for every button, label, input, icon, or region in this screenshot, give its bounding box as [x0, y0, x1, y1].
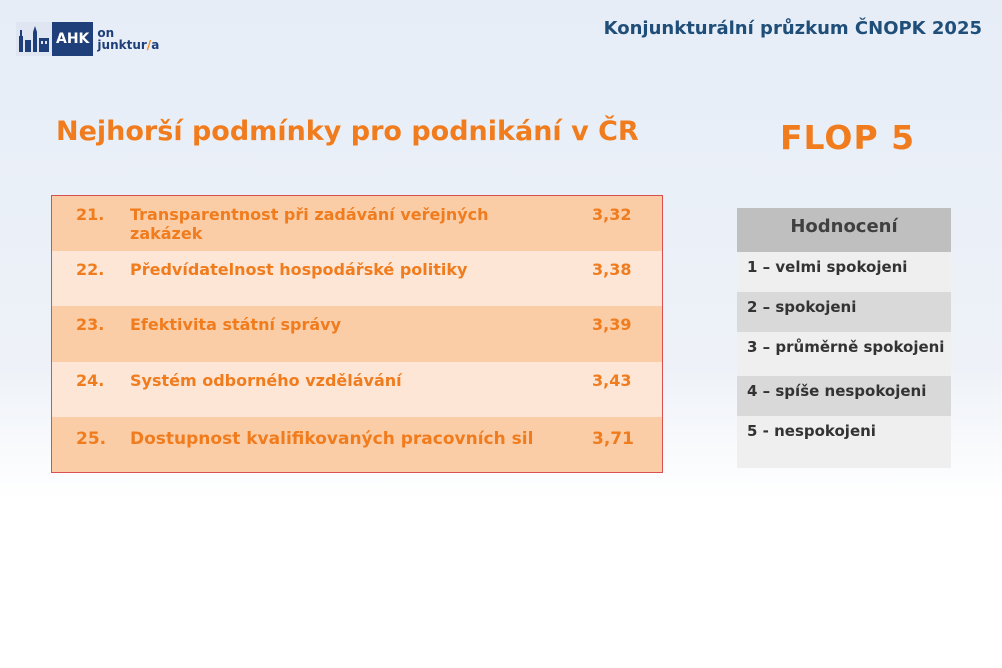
ranking-table: [51, 195, 663, 473]
rank-cell: 24.: [76, 370, 105, 390]
score-cell: 3,39: [592, 315, 632, 335]
table-row: [52, 306, 662, 361]
table-row: [52, 362, 662, 417]
name-cell: Transparentnost při zadávání veřejných zakázek: [130, 205, 489, 243]
score-cell: 3,32: [592, 205, 632, 224]
name-cell: Systém odborného vzdělávání: [122, 362, 562, 417]
page-title: Nejhorší podmínky pro podnikání v ČR: [56, 116, 639, 147]
logo-line2: junktur/a: [97, 38, 160, 52]
rank-cell: 21.: [76, 205, 105, 224]
logo-brand: AHK: [52, 22, 93, 56]
name-cell: Dostupnost kvalifikovaných pracovních sil: [130, 428, 534, 449]
legend-item: 3 – průměrně spokojeni: [737, 332, 951, 376]
table-row: [52, 251, 662, 306]
table-row: [52, 196, 662, 251]
table-row: [52, 417, 662, 472]
score-cell: 3,43: [592, 370, 632, 390]
score-cell: 3,71: [592, 428, 634, 449]
city-skyline-icon: [16, 22, 52, 56]
legend-item: 4 – spíše nespokojeni: [737, 376, 951, 416]
logo-line1: on: [97, 26, 115, 40]
rating-legend: [737, 208, 951, 468]
header-title: Konjunkturální průzkum ČNOPK 2025: [603, 18, 982, 39]
flop-title: FLOP 5: [780, 118, 916, 157]
logo-wordmark: [97, 27, 159, 51]
name-cell: Předvídatelnost hospodářské politiky: [122, 251, 562, 306]
legend-item: 1 – velmi spokojeni: [737, 252, 951, 292]
legend-item: 5 - nespokojeni: [737, 416, 951, 468]
score-cell: 3,38: [592, 260, 632, 280]
rank-cell: 25.: [76, 428, 107, 449]
rank-cell: 22.: [76, 260, 105, 280]
logo: [16, 22, 159, 56]
legend-title: Hodnocení: [737, 208, 951, 252]
legend-item: 2 – spokojeni: [737, 292, 951, 332]
name-cell: Efektivita státní správy: [130, 315, 342, 335]
rank-cell: 23.: [76, 315, 105, 335]
